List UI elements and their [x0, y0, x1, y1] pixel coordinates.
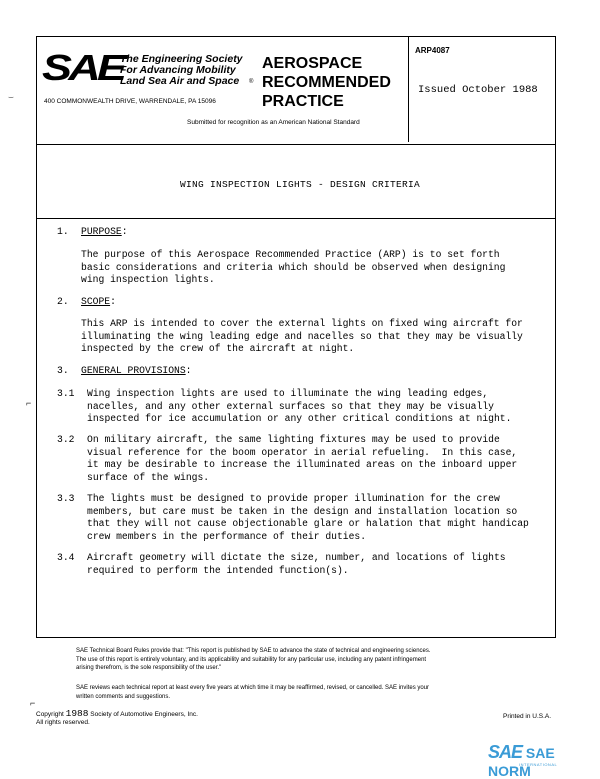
section-heading: PURPOSE: [81, 226, 128, 237]
header-divider [36, 144, 556, 145]
technical-board-rules: SAE Technical Board Rules provide that: "This report is published by SAE to advance the state of technical and engineering sciences. The use of this report is entirely voluntary, and its applicability and suitability for any particular use, including any patent infringement arising therefrom, is the sole responsibility of the user." [76, 648, 431, 671]
subsection-number: 3.1 [57, 388, 75, 399]
scan-mark: ⌣ [8, 92, 14, 102]
document-title: WING INSPECTION LIGHTS - DESIGN CRITERIA [179, 179, 421, 190]
section-heading: SCOPE: [81, 296, 116, 307]
scan-mark: ⌐ [30, 698, 36, 708]
subsection-body: On military aircraft, the same lighting fixtures may be used to provide visual reference for the boom operator in aerial refueling. In this case, it may be desirable to increase the illuminated areas on the inboard upper surface of the wings. [87, 434, 518, 483]
sae-logo: SAE [42, 47, 124, 88]
document-type: AEROSPACE RECOMMENDED PRACTICE [262, 55, 391, 110]
subsection-body: The lights must be designed to provide proper illumination for the crew members, but care must be taken in the design and installation location so that they will not cause objectionable glare or halation that might handicap crew members in the performance of their duties. [87, 493, 529, 542]
address: 400 COMMONWEALTH DRIVE, WARRENDALE, PA 15096 [44, 98, 216, 105]
registered-mark: ® [249, 79, 254, 85]
subsection-number: 3.3 [57, 493, 75, 504]
section-number: 3. [57, 365, 69, 376]
section-number: 1. [57, 226, 69, 237]
title-divider [36, 218, 556, 219]
society-tagline: The Engineering Society For Advancing Mobility Land Sea Air and Space [120, 53, 243, 87]
scan-mark: ⌐ [26, 398, 32, 408]
copyright: Copyright 1988 Society of Automotive Engineers, Inc. All rights reserved. [36, 708, 198, 726]
subsection-number: 3.4 [57, 552, 75, 563]
printed-in: Printed in U.S.A. [503, 713, 552, 720]
section-body: The purpose of this Aerospace Recommended Practice (ARP) is to set forth basic considerations and criteria which should be observed when designing wing inspection lights. [81, 249, 506, 285]
submitted-note: Submitted for recognition as an American National Standard [187, 119, 360, 126]
section-body: This ARP is intended to cover the external lights on fixed wing aircraft for illuminating the wing leading edge and nacelles so that they may be visually inspected by the crew of the aircraft at night. [81, 318, 523, 354]
review-note: SAE reviews each technical report at least every five years at which time it may be reaffirmed, revised, or cancelled. SAE invites your written comments and suggestions. [76, 685, 430, 700]
subsection-body: Wing inspection lights are used to illuminate the wing leading edges, nacelles, and any other external surfaces so that they may be visually inspected for ice accumulation or any other critical conditions at night. [87, 388, 512, 424]
watermark-sub: INTERNATIONAL [519, 762, 558, 767]
arp-number: ARP4087 [415, 46, 450, 55]
header-divider-vertical [408, 36, 409, 142]
issued-date: Issued October 1988 [418, 84, 538, 96]
section-number: 2. [57, 296, 69, 307]
subsection-body: Aircraft geometry will dictate the size, number, and locations of lights required to perform the intended function(s). [87, 552, 506, 576]
subsection-number: 3.2 [57, 434, 75, 445]
section-heading: GENERAL PROVISIONS: [81, 365, 192, 376]
watermark: SAE SAE NORM [488, 742, 555, 779]
